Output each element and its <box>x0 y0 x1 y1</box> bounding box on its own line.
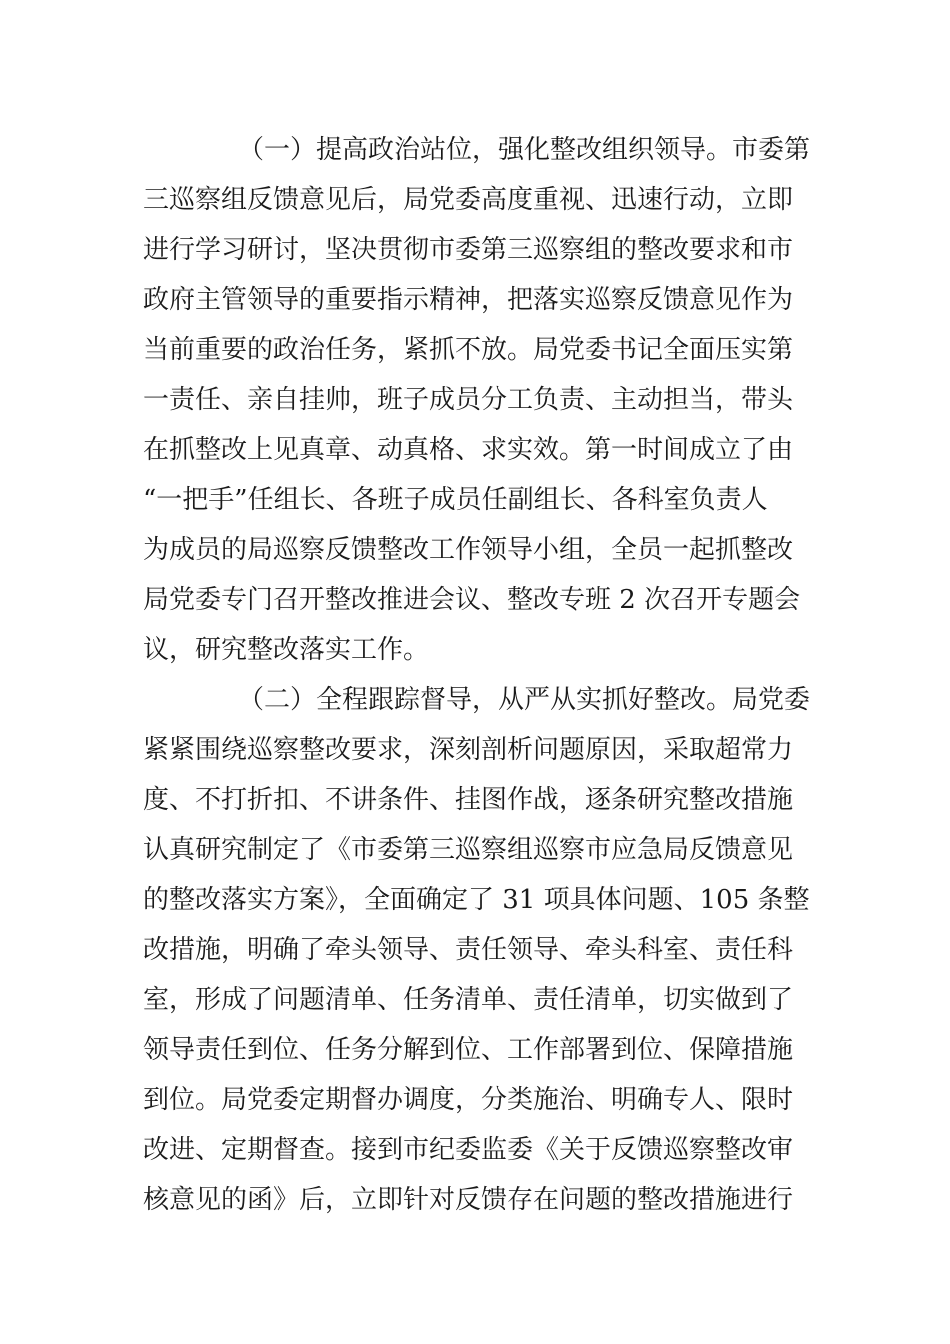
paragraph-1-line-8: “一把手”任组长、各班子成员任副组长、各科室负责人 <box>143 485 768 515</box>
paragraph-2-line-3: 度、不打折扣、不讲条件、挂图作战，逐条研究整改措施 <box>143 785 794 815</box>
paragraph-2-line-1: （二）全程跟踪督导，从严从实抓好整改。局党委 <box>238 685 811 715</box>
paragraph-2-line-5: 的整改落实方案》，全面确定了 31 项具体问题、105 条整 <box>143 885 810 915</box>
paragraph-2-line-7: 室，形成了问题清单、任务清单、责任清单，切实做到了 <box>143 985 794 1015</box>
paragraph-2-line-8: 领导责任到位、任务分解到位、工作部署到位、保障措施 <box>143 1035 794 1065</box>
paragraph-1-line-7: 在抓整改上见真章、动真格、求实效。第一时间成立了由 <box>143 435 794 465</box>
paragraph-1-line-11: 议，研究整改落实工作。 <box>143 635 430 665</box>
paragraph-1-line-3: 进行学习研讨，坚决贯彻市委第三巡察组的整改要求和市 <box>143 235 794 265</box>
paragraph-2-line-2: 紧紧围绕巡察整改要求，深刻剖析问题原因，采取超常力 <box>143 735 794 765</box>
paragraph-1-line-2: 三巡察组反馈意见后，局党委高度重视、迅速行动，立即 <box>143 185 794 215</box>
paragraph-2-line-11: 核意见的函》后，立即针对反馈存在问题的整改措施进行 <box>143 1185 794 1215</box>
paragraph-1-line-10: 局党委专门召开整改推进会议、整改专班 2 次召开专题会 <box>143 585 801 615</box>
paragraph-1-line-4: 政府主管领导的重要指示精神，把落实巡察反馈意见作为 <box>143 285 794 315</box>
paragraph-2-line-9: 到位。局党委定期督办调度，分类施治、明确专人、限时 <box>143 1085 794 1115</box>
paragraph-1-line-6: 一责任、亲自挂帅，班子成员分工负责、主动担当，带头 <box>143 385 794 415</box>
paragraph-2-line-10: 改进、定期督查。接到市纪委监委《关于反馈巡察整改审 <box>143 1135 794 1165</box>
paragraph-1-line-5: 当前重要的政治任务，紧抓不放。局党委书记全面压实第 <box>143 335 794 365</box>
paragraph-2-line-4: 认真研究制定了《市委第三巡察组巡察市应急局反馈意见 <box>143 835 794 865</box>
paragraph-1-line-9: 为成员的局巡察反馈整改工作领导小组，全员一起抓整改 <box>143 535 794 565</box>
paragraph-2-line-6: 改措施，明确了牵头领导、责任领导、牵头科室、责任科 <box>143 935 794 965</box>
paragraph-1-line-1: （一）提高政治站位，强化整改组织领导。市委第 <box>238 135 811 165</box>
